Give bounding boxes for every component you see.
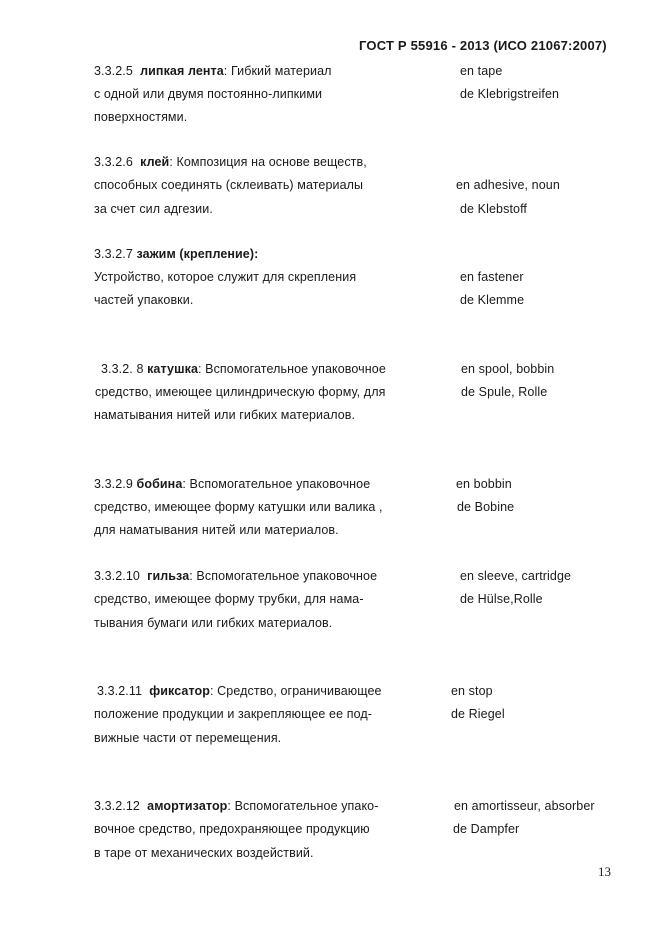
entry-definition-line: способных соединять (склеивать) материалы xyxy=(94,178,364,192)
document-header: ГОСТ Р 55916 - 2013 (ИСО 21067:2007) xyxy=(359,38,607,53)
page-number: 13 xyxy=(598,864,611,879)
equivalent-en: en bobbin xyxy=(456,477,512,491)
entry-number: 3.3.2.9 xyxy=(94,477,133,491)
entry-first-line xyxy=(94,155,367,169)
entry-definition: : Вспомогательное упаковочное xyxy=(198,362,386,376)
entry-definition: : Вспомогательное упако- xyxy=(227,799,379,813)
entry-first-line xyxy=(94,247,258,261)
equivalent-de: de Spule, Rolle xyxy=(461,385,548,399)
equivalent-en: en adhesive, noun xyxy=(456,178,560,192)
entry-number: 3.3.2.11 xyxy=(97,684,143,698)
equivalent-de: de Klemme xyxy=(460,293,525,307)
entry-definition-line: за счет сил адгезии. xyxy=(94,202,213,216)
entry-definition-line: вижные части от перемещения. xyxy=(94,731,282,745)
entry-first-line xyxy=(101,362,386,376)
equivalent-de: de Bobine xyxy=(457,500,515,514)
entry-definition-line: поверхностями. xyxy=(94,110,188,124)
entry-definition-line: положение продукции и закрепляющее ее под- xyxy=(94,707,373,721)
entry-term: фиксатор xyxy=(149,684,211,698)
entry-definition-line: с одной или двумя постоянно-липкими xyxy=(94,87,323,101)
entry-definition: : Композиция на основе веществ, xyxy=(169,155,367,169)
entry-first-line xyxy=(94,569,377,583)
entry-term: катушка xyxy=(147,362,198,376)
entry-definition: : Вспомогательное упаковочное xyxy=(189,569,378,583)
entry-term: липкая лента xyxy=(140,64,224,78)
entry-definition-line: для наматывания нитей или материалов. xyxy=(94,523,339,537)
entry-first-line xyxy=(94,64,332,78)
entry-definition-line: средство, имеющее форму катушки или валика , xyxy=(94,500,383,514)
equivalent-en: en amortisseur, absorber xyxy=(454,799,595,813)
equivalent-de: de Klebrigstreifen xyxy=(460,87,560,101)
entry-definition: : Гибкий материал xyxy=(223,64,332,78)
equivalent-en: en sleeve, cartridge xyxy=(460,569,572,583)
entry-term: бобина xyxy=(136,477,183,491)
entry-number: 3.3.2.10 xyxy=(94,569,140,583)
entry-first-line xyxy=(94,477,370,491)
entry-number: 3.3.2. 8 xyxy=(101,362,144,376)
entry-definition-line: тывания бумаги или гибких материалов. xyxy=(94,616,333,630)
entry-definition: : Средство, ограничивающее xyxy=(210,684,382,698)
equivalent-de: de Hülse,Rolle xyxy=(460,592,543,606)
entry-definition-line: вочное средство, предохраняющее продукцию xyxy=(94,822,370,836)
entry-definition-line: средство, имеющее форму трубки, для нама- xyxy=(94,592,364,606)
equivalent-en: en tape xyxy=(460,64,503,78)
equivalent-de: de Riegel xyxy=(451,707,505,721)
entry-definition-line: средство, имеющее цилиндрическую форму, для xyxy=(95,385,386,399)
entry-number: 3.3.2.7 xyxy=(94,247,133,261)
entry-definition-line: частей упаковки. xyxy=(94,293,194,307)
equivalent-de: de Dampfer xyxy=(453,822,520,836)
equivalent-de: de Klebstoff xyxy=(460,202,527,216)
entry-term: амортизатор xyxy=(147,799,228,813)
entry-definition-line: Устройство, которое служит для скрепления xyxy=(94,270,357,284)
entry-first-line xyxy=(94,799,379,813)
equivalent-en: en stop xyxy=(451,684,493,698)
entry-number: 3.3.2.12 xyxy=(94,799,140,813)
entry-number: 3.3.2.6 xyxy=(94,155,133,169)
entry-definition-line: в таре от механических воздействий. xyxy=(94,846,314,860)
entry-definition-line: наматывания нитей или гибких материалов. xyxy=(94,408,356,422)
entry-term: зажим (крепление): xyxy=(136,247,259,261)
entry-term: гильза xyxy=(147,569,190,583)
entry-number: 3.3.2.5 xyxy=(94,64,133,78)
equivalent-en: en spool, bobbin xyxy=(461,362,555,376)
entry-term: клей xyxy=(140,155,170,169)
entry-first-line xyxy=(97,684,382,698)
entry-definition: : Вспомогательное упаковочное xyxy=(182,477,371,491)
equivalent-en: en fastener xyxy=(460,270,524,284)
